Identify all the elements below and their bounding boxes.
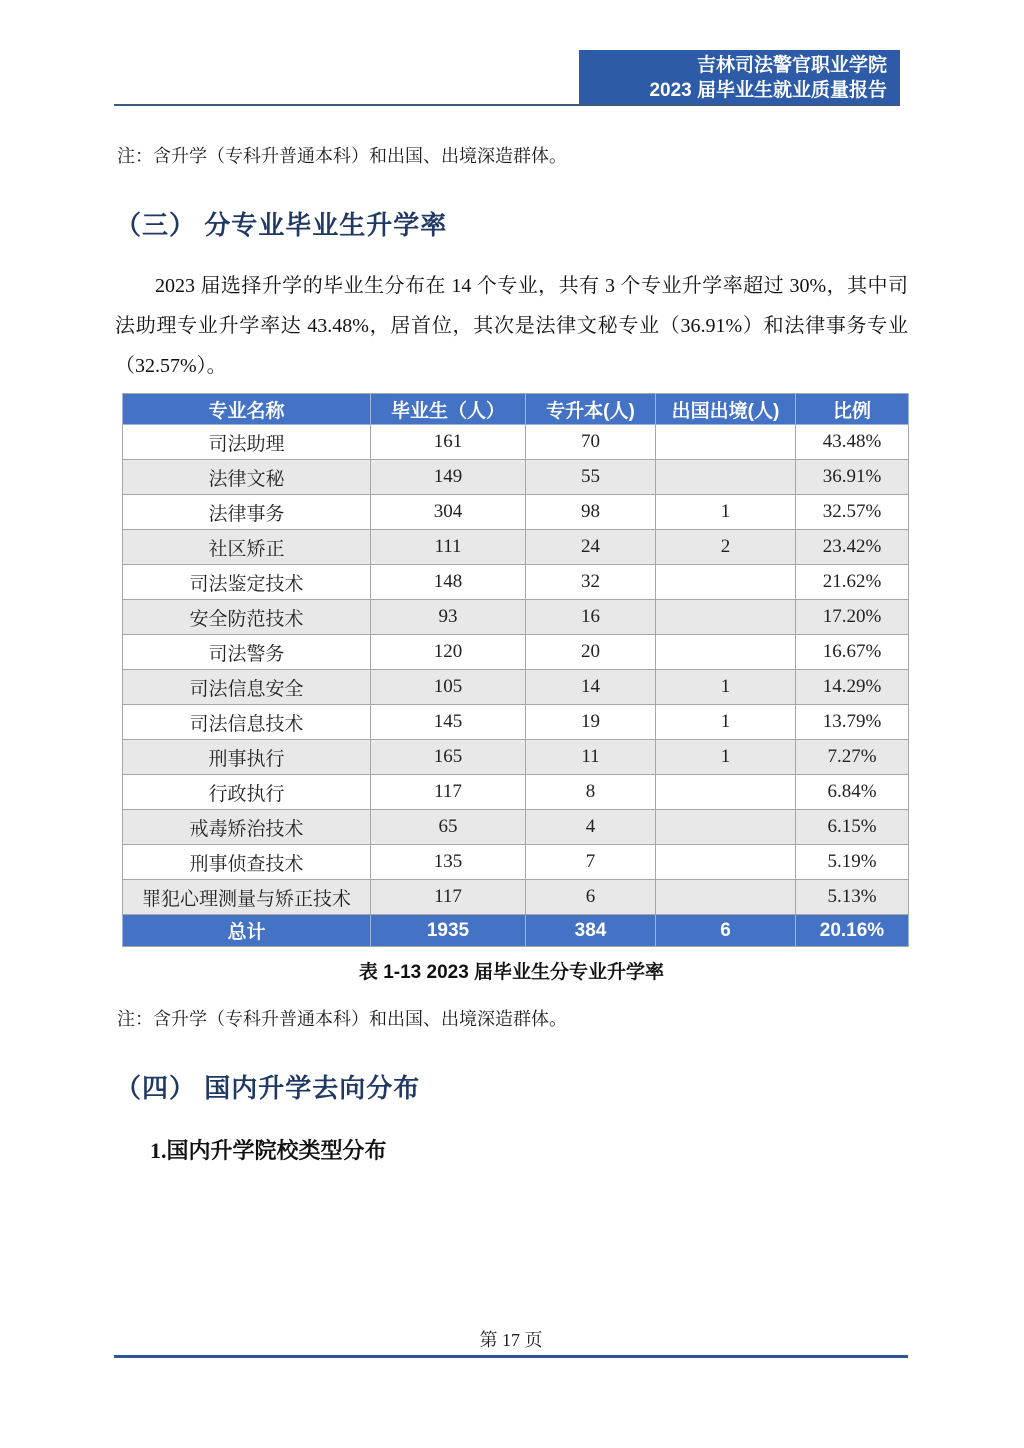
value-cell: 24 bbox=[526, 530, 656, 565]
value-cell: 5.19% bbox=[796, 845, 909, 880]
table-row bbox=[123, 530, 909, 565]
table-total-row bbox=[123, 915, 909, 947]
total-label-cell: 总计 bbox=[123, 915, 371, 947]
value-cell: 149 bbox=[371, 460, 526, 495]
value-cell: 23.42% bbox=[796, 530, 909, 565]
note-bottom: 注：含升学（专科升普通本科）和出国、出境深造群体。 bbox=[117, 1009, 567, 1029]
table-foot bbox=[123, 915, 909, 947]
section-4-sub-1-title: 1.国内升学院校类型分布 bbox=[150, 1138, 387, 1163]
footer-divider bbox=[114, 1355, 908, 1358]
col-header-upgrade: 专升本(人) bbox=[526, 394, 656, 425]
value-cell: 304 bbox=[371, 495, 526, 530]
value-cell: 111 bbox=[371, 530, 526, 565]
table-header-row bbox=[123, 394, 909, 425]
table-row bbox=[123, 775, 909, 810]
major-name-cell: 司法信息安全 bbox=[123, 670, 371, 705]
value-cell: 11 bbox=[526, 740, 656, 775]
col-header-graduates: 毕业生（人） bbox=[371, 394, 526, 425]
major-name-cell: 司法助理 bbox=[123, 425, 371, 460]
value-cell: 117 bbox=[371, 880, 526, 915]
table-row bbox=[123, 600, 909, 635]
value-cell: 19 bbox=[526, 705, 656, 740]
advancement-rate-table bbox=[122, 393, 909, 947]
col-header-major: 专业名称 bbox=[123, 394, 371, 425]
value-cell: 2 bbox=[656, 530, 796, 565]
major-name-cell: 法律事务 bbox=[123, 495, 371, 530]
major-name-cell: 戒毒矫治技术 bbox=[123, 810, 371, 845]
value-cell: 43.48% bbox=[796, 425, 909, 460]
value-cell: 120 bbox=[371, 635, 526, 670]
value-cell: 7.27% bbox=[796, 740, 909, 775]
page-footer bbox=[114, 1328, 908, 1358]
major-name-cell: 社区矫正 bbox=[123, 530, 371, 565]
page-content bbox=[115, 106, 908, 1165]
col-header-ratio: 比例 bbox=[796, 394, 909, 425]
value-cell bbox=[656, 845, 796, 880]
major-name-cell: 刑事侦查技术 bbox=[123, 845, 371, 880]
value-cell: 36.91% bbox=[796, 460, 909, 495]
section-4-title: （四） 国内升学去向分布 bbox=[115, 1073, 421, 1103]
major-name-cell: 司法信息技术 bbox=[123, 705, 371, 740]
total-upgrade-cell: 384 bbox=[526, 915, 656, 947]
major-name-cell: 安全防范技术 bbox=[123, 600, 371, 635]
major-name-cell: 行政执行 bbox=[123, 775, 371, 810]
value-cell: 65 bbox=[371, 810, 526, 845]
table-row bbox=[123, 880, 909, 915]
value-cell bbox=[656, 565, 796, 600]
major-name-cell: 司法警务 bbox=[123, 635, 371, 670]
value-cell: 135 bbox=[371, 845, 526, 880]
value-cell: 165 bbox=[371, 740, 526, 775]
table-row bbox=[123, 845, 909, 880]
value-cell bbox=[656, 775, 796, 810]
col-header-abroad: 出国出境(人) bbox=[656, 394, 796, 425]
table-row bbox=[123, 565, 909, 600]
value-cell: 32.57% bbox=[796, 495, 909, 530]
table-row bbox=[123, 705, 909, 740]
value-cell bbox=[656, 425, 796, 460]
value-cell: 13.79% bbox=[796, 705, 909, 740]
value-cell: 20 bbox=[526, 635, 656, 670]
value-cell bbox=[656, 635, 796, 670]
table-row bbox=[123, 635, 909, 670]
major-name-cell: 刑事执行 bbox=[123, 740, 371, 775]
note-top: 注：含升学（专科升普通本科）和出国、出境深造群体。 bbox=[117, 146, 567, 166]
value-cell: 1 bbox=[656, 705, 796, 740]
table-row bbox=[123, 495, 909, 530]
value-cell: 98 bbox=[526, 495, 656, 530]
value-cell: 7 bbox=[526, 845, 656, 880]
value-cell: 161 bbox=[371, 425, 526, 460]
value-cell: 148 bbox=[371, 565, 526, 600]
value-cell: 17.20% bbox=[796, 600, 909, 635]
table-row bbox=[123, 740, 909, 775]
section-3-paragraph: 2023 届选择升学的毕业生分布在 14 个专业，共有 3 个专业升学率超过 30%，其中司法助理专业升学率达 43.48%，居首位，其次是法律文秘专业（36.91%）和法律事务专业（32.57%）。 bbox=[115, 275, 908, 377]
value-cell: 117 bbox=[371, 775, 526, 810]
value-cell: 93 bbox=[371, 600, 526, 635]
value-cell: 55 bbox=[526, 460, 656, 495]
table-row bbox=[123, 425, 909, 460]
header-institution: 吉林司法警官职业学院 bbox=[696, 55, 887, 76]
value-cell: 6.15% bbox=[796, 810, 909, 845]
table-row bbox=[123, 810, 909, 845]
value-cell bbox=[656, 880, 796, 915]
value-cell: 70 bbox=[526, 425, 656, 460]
value-cell: 6.84% bbox=[796, 775, 909, 810]
page-header-banner bbox=[579, 50, 900, 106]
value-cell: 4 bbox=[526, 810, 656, 845]
value-cell: 14.29% bbox=[796, 670, 909, 705]
value-cell: 1 bbox=[656, 670, 796, 705]
value-cell: 16.67% bbox=[796, 635, 909, 670]
major-name-cell: 司法鉴定技术 bbox=[123, 565, 371, 600]
table-row bbox=[123, 670, 909, 705]
value-cell: 21.62% bbox=[796, 565, 909, 600]
major-name-cell: 法律文秘 bbox=[123, 460, 371, 495]
total-abroad-cell: 6 bbox=[656, 915, 796, 947]
value-cell: 8 bbox=[526, 775, 656, 810]
total-graduates-cell: 1935 bbox=[371, 915, 526, 947]
value-cell: 145 bbox=[371, 705, 526, 740]
page-number: 第 17 页 bbox=[479, 1330, 543, 1350]
value-cell: 6 bbox=[526, 880, 656, 915]
value-cell: 14 bbox=[526, 670, 656, 705]
major-name-cell: 罪犯心理测量与矫正技术 bbox=[123, 880, 371, 915]
value-cell bbox=[656, 600, 796, 635]
value-cell: 32 bbox=[526, 565, 656, 600]
value-cell bbox=[656, 810, 796, 845]
value-cell bbox=[656, 460, 796, 495]
value-cell: 1 bbox=[656, 740, 796, 775]
table-head bbox=[123, 394, 909, 425]
table-body bbox=[123, 425, 909, 915]
value-cell: 105 bbox=[371, 670, 526, 705]
value-cell: 16 bbox=[526, 600, 656, 635]
section-3-title: （三） 分专业毕业生升学率 bbox=[115, 210, 448, 240]
value-cell: 1 bbox=[656, 495, 796, 530]
table-caption: 表 1-13 2023 届毕业生分专业升学率 bbox=[358, 962, 665, 983]
total-ratio-cell: 20.16% bbox=[796, 915, 909, 947]
table-row bbox=[123, 460, 909, 495]
header-report-title: 2023 届毕业生就业质量报告 bbox=[649, 80, 887, 101]
value-cell: 5.13% bbox=[796, 880, 909, 915]
